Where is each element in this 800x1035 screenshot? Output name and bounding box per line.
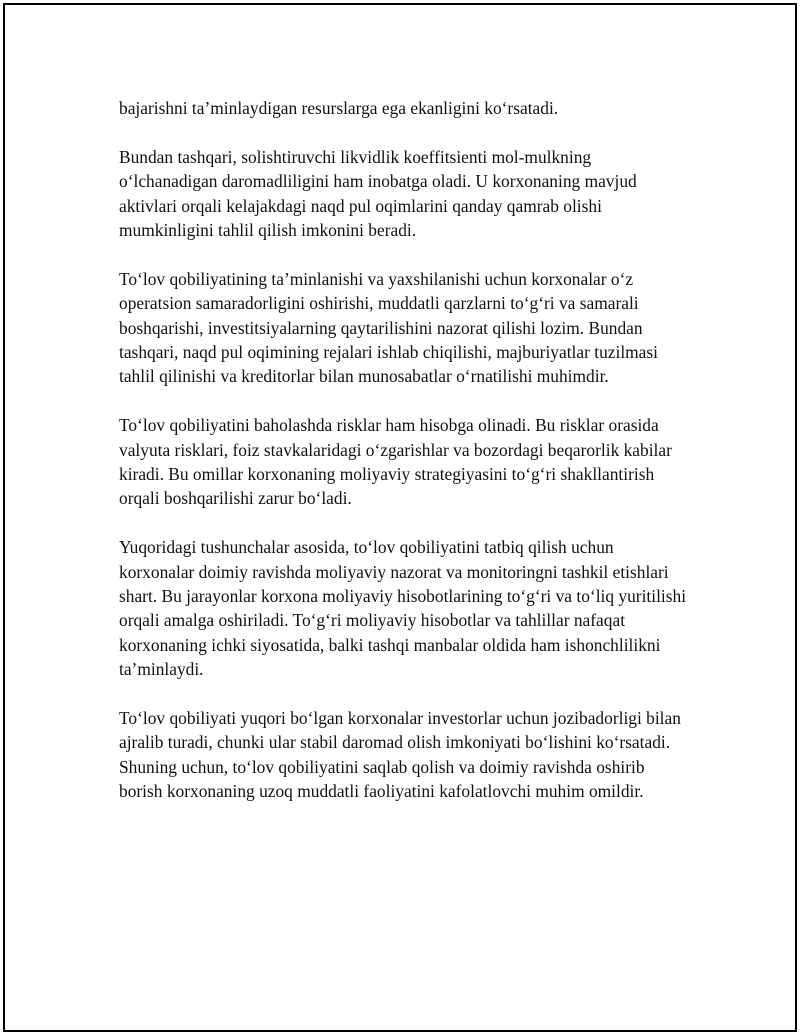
paragraph: To‘lov qobiliyatini baholashda risklar ham hisobga olinadi. Bu risklar orasida valyuta risklari, foiz stavkalaridagi o‘zgarishlar va bozordagi beqarorlik kabilar kiradi. Bu omillar korxonaning moliyaviy strategiyasini to‘g‘ri shakllantirish orqali boshqarilishi zarur bo‘ladi.: [119, 415, 672, 509]
paragraph: Yuqoridagi tushunchalar asosida, to‘lov qobiliyatini tatbiq qilish uchun korxonalar doimiy ravishda moliyaviy nazorat va monitoringni tashkil etishlari shart. Bu jarayonlar korxona moliyaviy hisobotlarining to‘g‘ri va to‘liq yuritilishi orqali amalga oshiriladi. To‘g‘ri moliyaviy hisobotlar va tahlillar nafaqat korxonaning ichki siyosatida, balki tashqi manbalar oldida ham ishonchlilikni ta’minlaydi.: [119, 537, 687, 680]
paragraph: To‘lov qobiliyatining ta’minlanishi va yaxshilanishi uchun korxonalar o‘z operatsion samaradorligini oshirishi, muddatli qarzlarni to‘g‘ri va samarali boshqarishi, investitsiyalarning qaytarilishini nazorat qilishi lozim. Bundan tashqari, naqd pul oqimining rejalari ishlab chiqilishi, majburiyatlar tuzilmasi tahlil qilinishi va kreditorlar bilan munosabatlar o‘rnatilishi muhimdir.: [119, 268, 658, 387]
paragraph: To‘lov qobiliyati yuqori bo‘lgan korxonalar investorlar uchun jozibadorligi bilan ajralib turadi, chunki ular stabil daromad olish imkoniyati bo‘lishini ko‘rsatadi. Shuning uchun, to‘lov qobiliyatini saqlab qolish va doimiy ravishda oshirib borish korxonaning uzoq muddatli faoliyatini kafolatlovchi muhim omildir.: [119, 708, 681, 802]
document-page: [3, 3, 797, 1032]
document-body: [119, 96, 689, 828]
paragraph: bajarishni ta’minlaydigan resurslarga ega ekanligini ko‘rsatadi.: [119, 98, 559, 118]
paragraph: Bundan tashqari, solishtiruvchi likvidlik koeffitsienti mol-mulkning o‘lchanadigan daromadliligini ham inobatga oladi. U korxonaning mavjud aktivlari orqali kelajakdagi naqd pul oqimlarini qanday qamrab olishi mumkinligini tahlil qilish imkonini beradi.: [119, 146, 637, 241]
